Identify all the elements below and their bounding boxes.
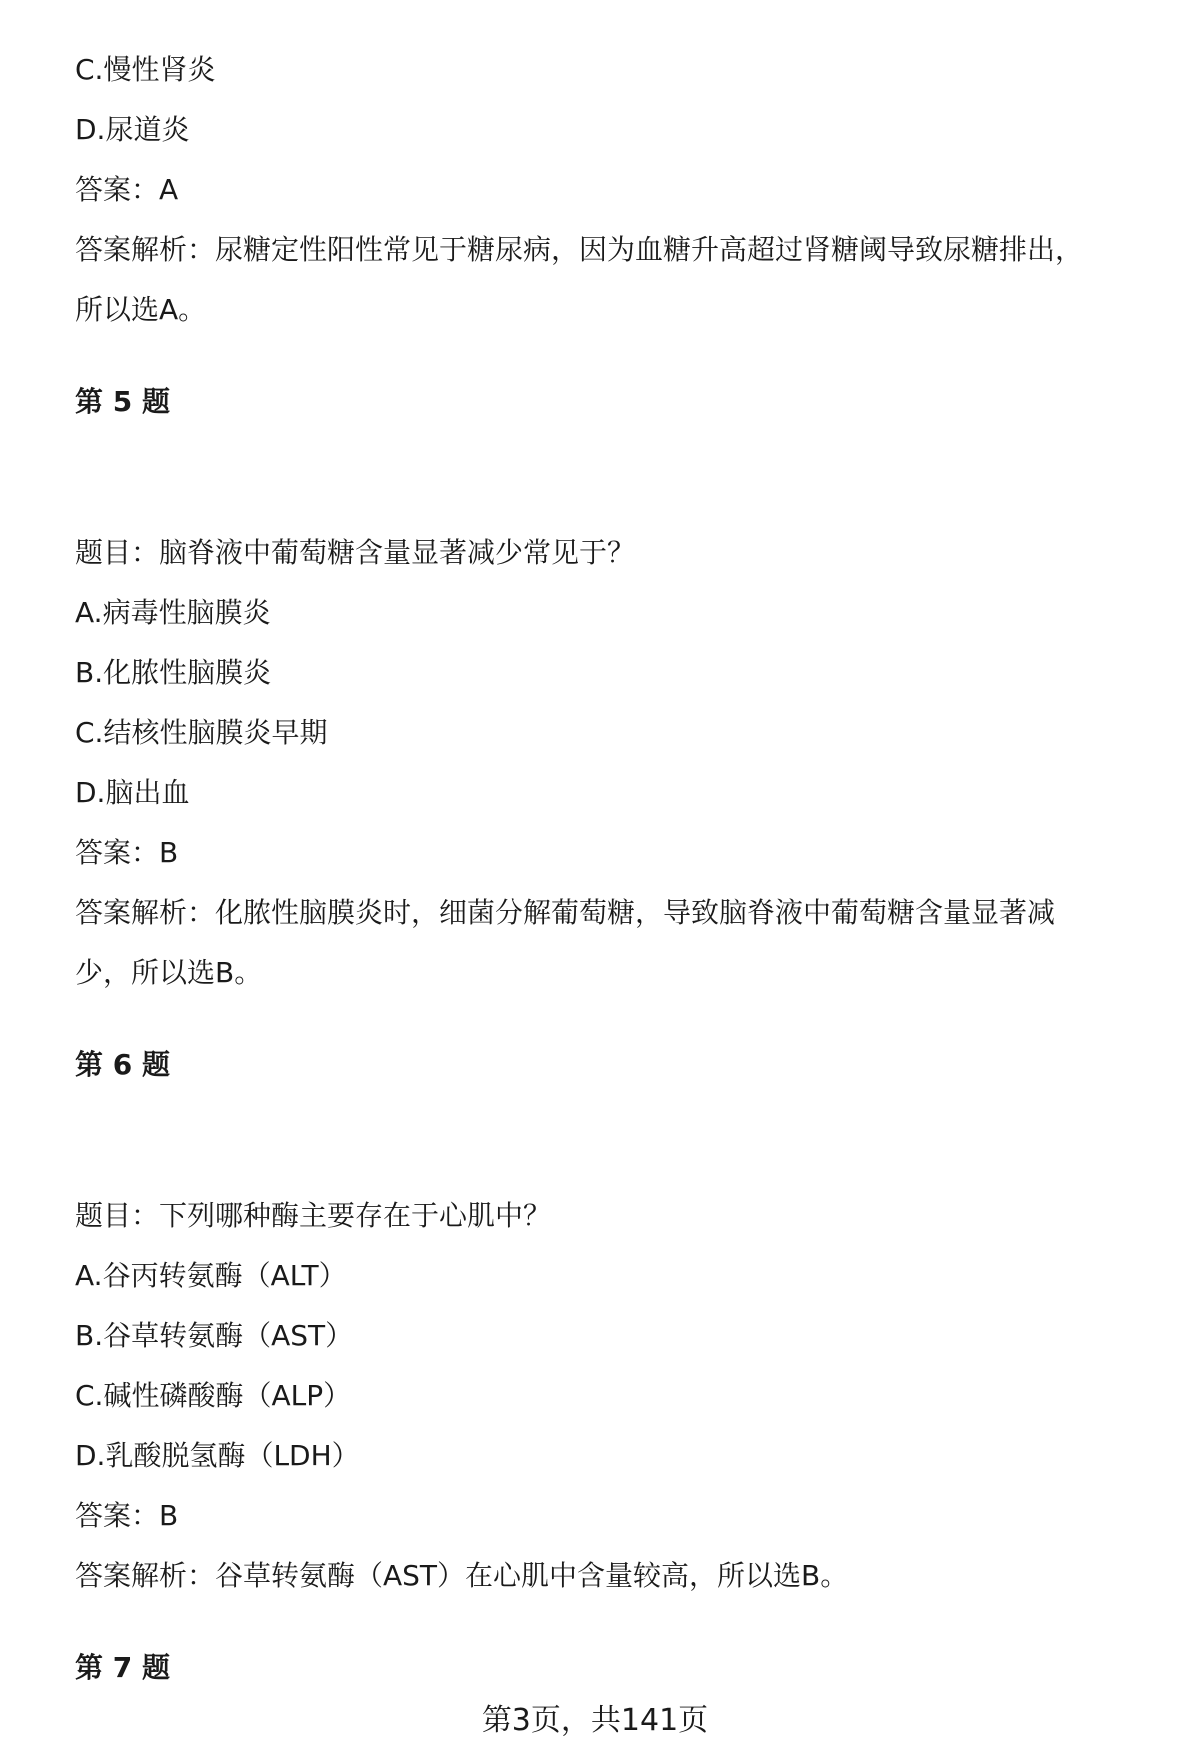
answer-analysis: 答案解析：尿糖定性阳性常见于糖尿病，因为血糖升高超过肾糖阈导致尿糖排出， [75,233,1084,266]
option-d: D.乳酸脱氢酶（LDH） [75,1439,360,1472]
question-heading: 第 6 题 [75,1048,170,1081]
question-text: 题目：脑脊液中葡萄糖含量显著减少常见于？ [75,536,636,569]
option-c: C.结核性脑膜炎早期 [75,716,328,749]
option-c: C.碱性磷酸酶（ALP） [75,1379,352,1412]
page-indicator: 第3页，共141页 [481,1703,709,1738]
option-a: A.病毒性脑膜炎 [75,596,271,629]
option-d: D.脑出血 [75,776,190,809]
option-c: C.慢性肾炎 [75,53,216,86]
answer: 答案：A [75,173,179,206]
option-a: A.谷丙转氨酶（ALT） [75,1259,347,1292]
answer-analysis-cont: 所以选A。 [75,293,207,326]
answer-analysis: 答案解析：化脓性脑膜炎时，细菌分解葡萄糖，导致脑脊液中葡萄糖含量显著减 [75,896,1056,929]
answer: 答案：B [75,836,179,869]
question-heading: 第 7 题 [75,1651,170,1684]
question-text: 题目：下列哪种酶主要存在于心肌中？ [75,1199,552,1232]
question-heading: 第 5 题 [75,385,170,418]
option-b: B.化脓性脑膜炎 [75,656,272,689]
answer-analysis: 答案解析：谷草转氨酶（AST）在心肌中含量较高，所以选B。 [75,1559,849,1592]
answer: 答案：B [75,1499,179,1532]
answer-analysis-cont: 少，所以选B。 [75,956,263,989]
option-d: D.尿道炎 [75,113,190,146]
option-b: B.谷草转氨酶（AST） [75,1319,354,1352]
